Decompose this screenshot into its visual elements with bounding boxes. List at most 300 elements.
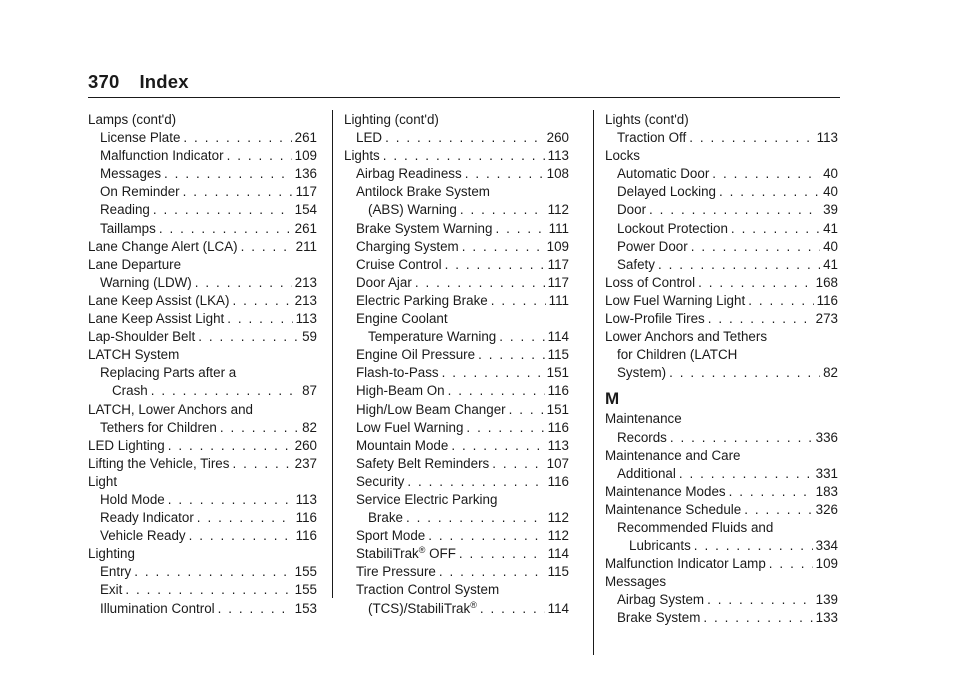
dot-leader: [168, 437, 292, 455]
entry-term: [356, 491, 497, 509]
entry-text: High/Low Beam Changer: [356, 401, 506, 417]
entry-text: Lubricants: [629, 538, 691, 554]
dot-leader: [703, 609, 812, 627]
dot-leader: [658, 256, 820, 274]
index-entry: [605, 111, 838, 129]
dot-leader: [708, 310, 813, 328]
page-reference: 213: [294, 274, 317, 290]
entry-term: [356, 238, 459, 256]
index-entry: [88, 527, 317, 545]
entry-term: [356, 220, 492, 238]
entry-text: Maintenance Schedule: [605, 501, 742, 517]
dot-leader: [153, 201, 292, 219]
index-entry: [344, 129, 569, 147]
index-entry: [605, 483, 838, 501]
index-entry: [605, 201, 838, 219]
entry-term: [617, 183, 716, 201]
index-entry: [344, 419, 569, 437]
entry-term: [100, 527, 186, 545]
page-reference: 113: [295, 491, 317, 507]
index-entry: [88, 600, 317, 618]
page-reference: 116: [547, 473, 569, 489]
entry-term: [368, 201, 457, 219]
index-entry: [344, 201, 569, 219]
dot-leader: [383, 147, 545, 165]
entry-text: Locks: [605, 148, 640, 164]
page-reference: 40: [823, 238, 838, 254]
entry-text: Charging System: [356, 238, 459, 254]
entry-text: Security: [356, 473, 405, 489]
column-divider: [593, 110, 594, 655]
page-reference: 334: [815, 538, 838, 554]
entry-term: [344, 147, 380, 165]
index-entry: [605, 256, 838, 274]
index-entry: [344, 274, 569, 292]
entry-term: [100, 183, 180, 201]
page-reference: 183: [815, 483, 838, 499]
entry-text: Antilock Brake System: [356, 184, 490, 200]
entry-term: [100, 165, 161, 183]
header-rule: [88, 97, 840, 98]
entry-text: Additional: [617, 465, 676, 481]
entry-term: [356, 183, 490, 201]
dot-leader: [694, 537, 813, 555]
entry-text: LATCH System: [88, 347, 180, 363]
index-entry: [344, 310, 569, 328]
index-entry: [605, 238, 838, 256]
page-reference: 40: [823, 166, 838, 182]
entry-term: [100, 220, 156, 238]
dot-leader: [669, 364, 820, 382]
entry-text: High-Beam On: [356, 383, 445, 399]
index-entry: [344, 364, 569, 382]
entry-text: Messages: [605, 574, 667, 590]
page-reference: 112: [547, 202, 569, 218]
index-entry: [344, 111, 569, 129]
dot-leader: [509, 401, 544, 419]
index-entry: [344, 165, 569, 183]
entry-term: [617, 129, 686, 147]
entry-term: [88, 346, 179, 364]
index-entry: [88, 437, 317, 455]
entry-term: [88, 473, 117, 491]
entry-text: Engine Oil Pressure: [356, 347, 476, 363]
entry-term: [88, 401, 253, 419]
entry-text: Lane Departure: [88, 256, 182, 272]
page-reference: 113: [547, 437, 569, 453]
page-reference: 41: [823, 256, 838, 272]
entry-term: [88, 310, 224, 328]
index-entry: [88, 346, 317, 364]
entry-text: Engine Coolant: [356, 311, 448, 327]
dot-leader: [492, 455, 543, 473]
entry-term: [368, 328, 496, 346]
dot-leader: [183, 129, 291, 147]
index-entry: [605, 429, 838, 447]
dot-leader: [495, 220, 545, 238]
entry-text: Electric Parking Brake: [356, 292, 488, 308]
entry-term: [356, 527, 425, 545]
index-entry: [605, 410, 838, 428]
page-reference: 168: [815, 274, 838, 290]
entry-term: [88, 238, 238, 256]
page-reference: 117: [547, 274, 569, 290]
entry-term: [356, 364, 439, 382]
entry-term: [368, 509, 403, 527]
page-reference: 154: [294, 202, 317, 218]
entry-text: Automatic Door: [617, 166, 710, 182]
dot-leader: [729, 483, 813, 501]
page-reference: 113: [295, 311, 317, 327]
dot-leader: [649, 201, 820, 219]
entry-term: [356, 401, 506, 419]
page-reference: 59: [302, 329, 317, 345]
entry-text: Lane Keep Assist Light: [88, 311, 225, 327]
entry-term: [617, 220, 728, 238]
index-entry: [88, 581, 317, 599]
index-entry: [88, 328, 317, 346]
dot-leader: [232, 292, 291, 310]
entry-text: Lights: [344, 148, 380, 164]
entry-text: Illumination Control: [100, 600, 215, 616]
page-reference: 40: [823, 184, 838, 200]
entry-text: Tethers for Children: [100, 419, 217, 435]
page-reference: 82: [302, 419, 317, 435]
index-entry: [88, 165, 317, 183]
index-entry: [88, 292, 317, 310]
index-entry: [344, 328, 569, 346]
index-entry: [344, 527, 569, 545]
index-entry: [88, 473, 317, 491]
index-entry: [605, 537, 838, 555]
index-entry: [605, 346, 838, 364]
page-reference: 273: [815, 311, 838, 327]
entry-term: [617, 346, 737, 364]
page-reference: 111: [548, 292, 569, 308]
entry-text: Maintenance: [605, 411, 682, 427]
index-entry: [88, 274, 317, 292]
index-entry: [344, 401, 569, 419]
index-entry: [88, 147, 317, 165]
entry-text: Recommended Fluids and: [617, 519, 774, 535]
entry-text: Lower Anchors and Tethers: [605, 329, 768, 345]
entry-term: [356, 419, 463, 437]
entry-text: Maintenance and Care: [605, 447, 741, 463]
index-entry: [344, 437, 569, 455]
index-entry: [88, 201, 317, 219]
entry-term: [617, 465, 676, 483]
entry-term: [605, 111, 689, 129]
entry-term: [100, 274, 192, 292]
index-entry: [605, 328, 838, 346]
index-entry: [344, 600, 569, 618]
entry-text: Brake System: [617, 610, 701, 626]
index-entry: [88, 364, 317, 382]
page-reference: 133: [815, 610, 838, 626]
index-entry: [605, 591, 838, 609]
dot-leader: [670, 429, 813, 447]
entry-term: [617, 609, 700, 627]
index-entry: [88, 220, 317, 238]
index-entry: [605, 519, 838, 537]
index-entry: [88, 563, 317, 581]
entry-text: StabiliTrak: [356, 546, 419, 562]
entry-text: Lane Change Alert (LCA): [88, 238, 238, 254]
entry-text: Lockout Protection: [617, 220, 728, 236]
entry-text: Safety: [617, 256, 655, 272]
page-reference: 261: [294, 220, 317, 236]
entry-text: Lamps (cont'd): [88, 112, 177, 127]
entry-text: for Children (LATCH: [617, 347, 738, 363]
entry-term: [344, 111, 439, 129]
entry-text: Replacing Parts after a: [100, 365, 237, 381]
entry-text: (ABS) Warning: [368, 202, 457, 218]
page-reference: 261: [294, 130, 317, 146]
entry-text: Lighting: [88, 546, 135, 562]
entry-term: [356, 346, 475, 364]
entry-text: Maintenance Modes: [605, 483, 726, 499]
entry-text: Records: [617, 429, 667, 445]
page-reference: 114: [547, 329, 569, 345]
index-entry: [88, 129, 317, 147]
dot-leader: [241, 238, 293, 256]
entry-text: Brake System Warning: [356, 220, 493, 236]
page-header: [88, 71, 189, 93]
dot-leader: [195, 274, 292, 292]
entry-term: [356, 292, 488, 310]
entry-text: On Reminder: [100, 184, 180, 200]
dot-leader: [748, 292, 813, 310]
index-column-3: [605, 111, 838, 628]
page-reference: 113: [816, 130, 838, 146]
index-entry: [344, 455, 569, 473]
entry-text: Light: [88, 473, 118, 489]
entry-term: [356, 473, 404, 491]
entry-term: [617, 165, 709, 183]
index-entry: [605, 310, 838, 328]
entry-term: [605, 410, 682, 428]
entry-term: [629, 537, 691, 555]
index-entry: [344, 382, 569, 400]
entry-text: Mountain Mode: [356, 437, 449, 453]
entry-text: Flash-to-Pass: [356, 365, 439, 381]
entry-term: [356, 382, 445, 400]
entry-text: (TCS)/StabiliTrak: [368, 600, 471, 616]
registered-mark: ®: [418, 545, 426, 556]
entry-text: Warning (LDW): [100, 274, 192, 290]
dot-leader: [744, 501, 812, 519]
registered-mark: ®: [470, 599, 477, 610]
page-reference: 115: [547, 564, 569, 580]
entry-text: LED Lighting: [88, 437, 165, 453]
page-reference: 326: [815, 501, 838, 517]
entry-term: [88, 292, 229, 310]
entry-term: [112, 382, 148, 400]
entry-term: [617, 591, 704, 609]
entry-text: Airbag Readiness: [356, 166, 462, 182]
page-reference: 260: [546, 130, 569, 146]
index-entry: [344, 238, 569, 256]
entry-term: [356, 274, 412, 292]
entry-term: [605, 555, 766, 573]
dot-leader: [769, 555, 813, 573]
entry-text: Low Fuel Warning Light: [605, 292, 746, 308]
page-reference: 331: [815, 465, 838, 481]
entry-text: Vehicle Ready: [100, 528, 186, 544]
index-entry: [88, 509, 317, 527]
entry-text: Reading: [100, 202, 150, 218]
index-entry: [605, 555, 838, 573]
page-reference: 136: [294, 166, 317, 182]
entry-term: [617, 201, 646, 219]
entry-text: Low Fuel Warning: [356, 419, 464, 435]
entry-text: Lane Keep Assist (LKA): [88, 292, 230, 308]
entry-term: [605, 292, 745, 310]
index-entry: [344, 183, 569, 201]
page-reference: 114: [547, 600, 569, 616]
dot-leader: [134, 563, 291, 581]
page-reference: 139: [815, 592, 838, 608]
page-reference: 39: [823, 202, 838, 218]
dot-leader: [691, 238, 820, 256]
dot-leader: [168, 491, 293, 509]
index-entry: [344, 581, 569, 599]
index-column-2: [344, 111, 569, 618]
index-entry: [605, 573, 838, 591]
index-entry: [605, 447, 838, 465]
page-reference: 41: [823, 220, 838, 236]
index-entry: [605, 165, 838, 183]
entry-text: Taillamps: [100, 220, 156, 236]
entry-term: [100, 419, 217, 437]
page-reference: 87: [302, 383, 317, 399]
index-entry: [88, 419, 317, 437]
entry-text: Lifting the Vehicle, Tires: [88, 455, 230, 471]
dot-leader: [445, 256, 545, 274]
entry-text: Malfunction Indicator: [100, 148, 224, 164]
index-entry: [344, 292, 569, 310]
entry-term: [356, 129, 382, 147]
entry-text: Ready Indicator: [100, 510, 194, 526]
index-entry: [344, 545, 569, 563]
page-reference: 237: [294, 455, 317, 471]
page-reference: 116: [295, 510, 317, 526]
entry-text: Brake: [368, 510, 403, 526]
dot-leader: [459, 545, 545, 563]
entry-text: Lights (cont'd): [605, 112, 689, 127]
entry-term: [617, 429, 667, 447]
index-entry: [344, 346, 569, 364]
entry-text: LED: [356, 130, 383, 146]
entry-text: License Plate: [100, 130, 181, 146]
entry-text: Lighting (cont'd): [344, 112, 439, 127]
page-reference: 112: [547, 528, 569, 544]
index-entry: [88, 545, 317, 563]
page-reference: 112: [547, 510, 569, 526]
entry-text: Safety Belt Reminders: [356, 455, 490, 471]
dot-leader: [385, 129, 544, 147]
dot-leader: [164, 165, 292, 183]
page-reference: 153: [294, 600, 317, 616]
index-entry: [344, 473, 569, 491]
index-entry: [605, 501, 838, 519]
index-entry: [344, 220, 569, 238]
index-entry: [344, 509, 569, 527]
entry-term: [88, 111, 176, 129]
entry-text: Traction Off: [617, 130, 687, 146]
page-reference: 336: [815, 429, 838, 445]
entry-term: [617, 519, 773, 537]
entry-term: [88, 455, 229, 473]
entry-term: [617, 238, 688, 256]
entry-text: Delayed Locking: [617, 184, 717, 200]
page-reference: 116: [295, 528, 317, 544]
page-reference: 115: [547, 347, 569, 363]
entry-text: Temperature Warning: [368, 329, 497, 345]
entry-term: [617, 256, 655, 274]
page-reference: 116: [547, 419, 569, 435]
index-entry: [88, 382, 317, 400]
entry-term: [100, 147, 224, 165]
page-reference: 260: [294, 437, 317, 453]
entry-text: Low-Profile Tires: [605, 311, 705, 327]
entry-text: Tire Pressure: [356, 564, 436, 580]
dot-leader: [198, 328, 299, 346]
dot-leader: [125, 581, 291, 599]
entry-text: System): [617, 365, 667, 381]
index-entry: [605, 183, 838, 201]
entry-text: Entry: [100, 564, 132, 580]
dot-leader: [439, 563, 545, 581]
entry-term: [605, 328, 767, 346]
entry-term: [88, 256, 181, 274]
entry-term: [100, 129, 180, 147]
index-entry: [344, 563, 569, 581]
entry-term: [617, 364, 666, 382]
entry-term: [100, 491, 165, 509]
page-reference: 113: [547, 148, 569, 164]
dot-leader: [232, 455, 291, 473]
entry-term: [100, 201, 150, 219]
index-entry: [605, 129, 838, 147]
dot-leader: [719, 183, 820, 201]
dot-leader: [159, 220, 292, 238]
entry-text: Loss of Control: [605, 274, 696, 290]
entry-term: [88, 437, 165, 455]
index-entry: [88, 183, 317, 201]
page-reference: 82: [823, 365, 838, 381]
index-column-1: [88, 111, 317, 618]
dot-leader: [712, 165, 820, 183]
index-entry: [605, 274, 838, 292]
dot-leader: [406, 509, 545, 527]
dot-leader: [499, 328, 544, 346]
entry-text: Service Electric Parking: [356, 491, 498, 507]
dot-leader: [220, 419, 299, 437]
index-entry: [605, 609, 838, 627]
page-reference: 116: [816, 292, 838, 308]
entry-text: Cruise Control: [356, 256, 442, 272]
dot-leader: [451, 437, 544, 455]
dot-leader: [698, 274, 813, 292]
dot-leader: [442, 364, 544, 382]
dot-leader: [460, 201, 545, 219]
dot-leader: [679, 465, 813, 483]
dot-leader: [183, 183, 293, 201]
dot-leader: [227, 310, 292, 328]
entry-term: [605, 447, 740, 465]
dot-leader: [218, 600, 292, 618]
